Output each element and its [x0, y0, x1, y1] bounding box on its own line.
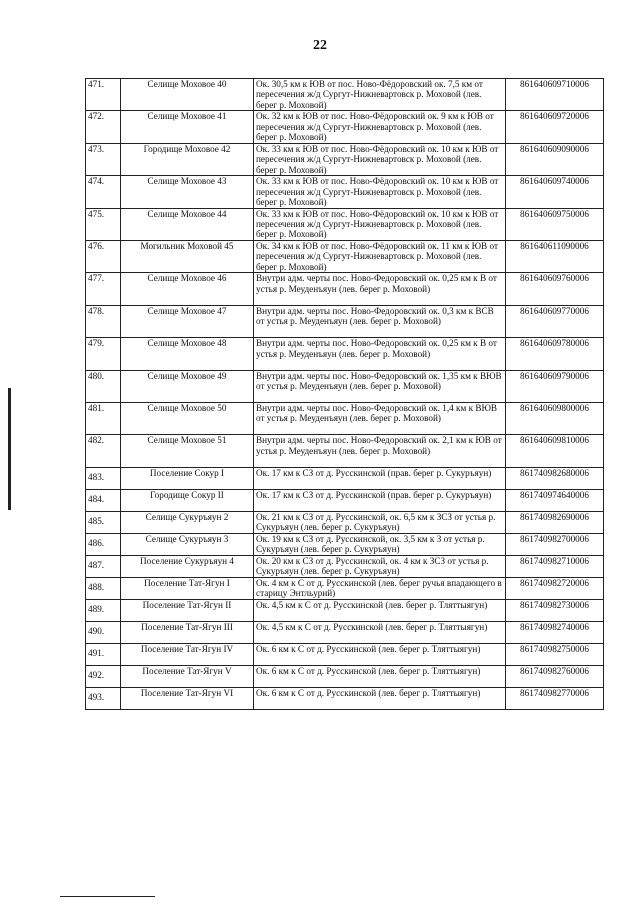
table-row [86, 273, 604, 305]
table-row [86, 577, 604, 599]
site-location: Ок. 4 км к С от д. Русскинской (лев. берег ручья впадающего в старицу Энтльурий) [254, 577, 506, 599]
table-row [86, 79, 604, 111]
registry-code: 861640609740006 [506, 176, 604, 208]
site-location: Ок. 33 км к ЮВ от пос. Ново-Фёдоровский ок. 10 км к ЮВ от пересечения ж/д Сургут-Нижневартовск р. Моховой (лев. берег р. Моховой) [254, 143, 506, 175]
site-name: Селище Моховое 40 [121, 79, 254, 111]
table-row [86, 643, 604, 665]
site-name: Селище Моховое 50 [121, 402, 254, 434]
row-number: 489. [86, 599, 121, 621]
row-number: 472. [86, 111, 121, 143]
site-name: Поселение Сукуръяун 4 [121, 555, 254, 577]
registry-code: 861740974640006 [506, 489, 604, 511]
row-number: 486. [86, 533, 121, 555]
site-name: Поселение Тат-Ягун VI [121, 687, 254, 709]
row-number: 479. [86, 338, 121, 370]
registry-code: 861740982690006 [506, 511, 604, 533]
site-location: Ок. 17 км к СЗ от д. Русскинской (прав. берег р. Сукуръяун) [254, 489, 506, 511]
site-name: Селище Моховое 43 [121, 176, 254, 208]
site-location: Ок. 34 км к ЮВ от пос. Ново-Фёдоровский ок. 11 км к ЮВ от пересечения ж/д Сургут-Нижневартовск р. Моховой (лев. берег р. Моховой) [254, 240, 506, 272]
site-location: Внутри адм. черты пос. Ново-Федоровский ок. 0,25 км к В от устья р. Меуденъяун (лев. берег р. Моховой) [254, 273, 506, 305]
registry-code: 861740982740006 [506, 621, 604, 643]
scan-artifact-bar [8, 388, 11, 510]
table-row [86, 555, 604, 577]
site-name: Селище Моховое 44 [121, 208, 254, 240]
table-row [86, 621, 604, 643]
site-location: Ок. 17 км к СЗ от д. Русскинской (прав. берег р. Сукуръяун) [254, 467, 506, 489]
site-name: Селище Моховое 48 [121, 338, 254, 370]
registry-code: 861740982680006 [506, 467, 604, 489]
site-location: Ок. 20 км к СЗ от д. Русскинской, ок. 4 км к ЗСЗ от устья р. Сукуръяун (лев. берег р. Сукуръяун) [254, 555, 506, 577]
table-row [86, 338, 604, 370]
registry-code: 861740982710006 [506, 555, 604, 577]
site-name: Селище Моховое 51 [121, 435, 254, 467]
table-row [86, 687, 604, 709]
site-location: Ок. 4,5 км к С от д. Русскинской (лев. берег р. Тляттыягун) [254, 599, 506, 621]
site-location: Ок. 33 км к ЮВ от пос. Ново-Фёдоровский ок. 10 км к ЮВ от пересечения ж/д Сургут-Нижневартовск р. Моховой (лев. берег р. Моховой) [254, 208, 506, 240]
registry-code: 861640609720006 [506, 111, 604, 143]
row-number: 476. [86, 240, 121, 272]
site-name: Поселение Сокур I [121, 467, 254, 489]
site-name: Поселение Тат-Ягун IV [121, 643, 254, 665]
registry-code: 861640609770006 [506, 305, 604, 337]
registry-code: 861740982750006 [506, 643, 604, 665]
row-number: 477. [86, 273, 121, 305]
site-location: Ок. 6 км к С от д. Русскинской (лев. берег р. Тляттыягун) [254, 665, 506, 687]
table-row [86, 143, 604, 175]
registry-code: 861640609780006 [506, 338, 604, 370]
table-row [86, 435, 604, 467]
row-number: 488. [86, 577, 121, 599]
row-number: 490. [86, 621, 121, 643]
row-number: 471. [86, 79, 121, 111]
row-number: 480. [86, 370, 121, 402]
table-row [86, 489, 604, 511]
page-number: 22 [313, 38, 327, 53]
site-name: Селище Моховое 49 [121, 370, 254, 402]
row-number: 484. [86, 489, 121, 511]
row-number: 485. [86, 511, 121, 533]
registry-code: 861740982760006 [506, 665, 604, 687]
site-name: Селище Моховое 41 [121, 111, 254, 143]
row-number: 492. [86, 665, 121, 687]
site-location: Ок. 32 км к ЮВ от пос. Ново-Фёдоровский ок. 9 км к ЮВ от пересечения ж/д Сургут-Нижневартовск р. Моховой (лев. берег р. Моховой) [254, 111, 506, 143]
row-number: 481. [86, 402, 121, 434]
table-row [86, 111, 604, 143]
row-number: 478. [86, 305, 121, 337]
registry-code: 861640609800006 [506, 402, 604, 434]
table-row [86, 370, 604, 402]
row-number: 483. [86, 467, 121, 489]
registry-code: 861640609710006 [506, 79, 604, 111]
site-location: Ок. 21 км к СЗ от д. Русскинской, ок. 6,5 км к ЗСЗ от устья р. Сукуръяун (лев. берег р. Сукуръяун) [254, 511, 506, 533]
site-name: Поселение Тат-Ягун V [121, 665, 254, 687]
site-location: Ок. 19 км к СЗ от д. Русскинской, ок. 3,5 км к З от устья р. Сукуръяун (лев. берег р. Сукуръяун) [254, 533, 506, 555]
table-row [86, 467, 604, 489]
site-location: Ок. 6 км к С от д. Русскинской (лев. берег р. Тляттыягун) [254, 643, 506, 665]
site-location: Внутри адм. черты пос. Ново-Федоровский ок. 1,35 км к ВЮВ от устья р. Меуденъяун (лев. берег р. Моховой) [254, 370, 506, 402]
site-location: Ок. 4,5 км к С от д. Русскинской (лев. берег р. Тляттыягун) [254, 621, 506, 643]
registry-code: 861640611090006 [506, 240, 604, 272]
site-location: Внутри адм. черты пос. Ново-Федоровский ок. 1,4 км к ВЮВ от устья р. Меуденъяун (лев. берег р. Моховой) [254, 402, 506, 434]
table-row [86, 208, 604, 240]
registry-code: 861640609790006 [506, 370, 604, 402]
site-name: Селище Моховое 46 [121, 273, 254, 305]
registry-code: 861740982730006 [506, 599, 604, 621]
row-number: 475. [86, 208, 121, 240]
row-number: 487. [86, 555, 121, 577]
registry-code: 861640609760006 [506, 273, 604, 305]
site-location: Внутри адм. черты пос. Ново-Федоровский ок. 0,25 км к В от устья р. Меуденъяун (лев. берег р. Моховой) [254, 338, 506, 370]
site-location: Ок. 30,5 км к ЮВ от пос. Ново-Фёдоровский ок. 7,5 км от пересечения ж/д Сургут-Нижневартовск р. Моховой (лев. берег р. Моховой) [254, 79, 506, 111]
site-location: Внутри адм. черты пос. Ново-Федоровский ок. 0,3 км к ВСВ от устья р. Меуденъяун (лев. берег р. Моховой) [254, 305, 506, 337]
site-location: Внутри адм. черты пос. Ново-Федоровский ок. 2,1 км к ЮВ от устья р. Меуденъяун (лев. берег р. Моховой) [254, 435, 506, 467]
table-body [86, 79, 604, 710]
site-name: Селище Сукуръяун 2 [121, 511, 254, 533]
table-row [86, 240, 604, 272]
table-row [86, 402, 604, 434]
registry-code: 861640609090006 [506, 143, 604, 175]
site-name: Могильник Моховой 45 [121, 240, 254, 272]
row-number: 474. [86, 176, 121, 208]
row-number: 491. [86, 643, 121, 665]
registry-code: 861740982700006 [506, 533, 604, 555]
site-name: Поселение Тат-Ягун I [121, 577, 254, 599]
registry-code: 861640609750006 [506, 208, 604, 240]
site-location: Ок. 33 км к ЮВ от пос. Ново-Фёдоровский ок. 10 км к ЮВ от пересечения ж/д Сургут-Нижневартовск р. Моховой (лев. берег р. Моховой) [254, 176, 506, 208]
table-row [86, 533, 604, 555]
site-name: Селище Сукуръяун 3 [121, 533, 254, 555]
heritage-registry-table [85, 78, 604, 710]
registry-code: 861640609810006 [506, 435, 604, 467]
row-number: 473. [86, 143, 121, 175]
site-name: Поселение Тат-Ягун III [121, 621, 254, 643]
table-row [86, 176, 604, 208]
registry-code: 861740982720006 [506, 577, 604, 599]
table-row [86, 305, 604, 337]
site-name: Городище Сокур II [121, 489, 254, 511]
site-name: Поселение Тат-Ягун II [121, 599, 254, 621]
table-row [86, 665, 604, 687]
site-name: Городище Моховое 42 [121, 143, 254, 175]
registry-code: 861740982770006 [506, 687, 604, 709]
table-row [86, 599, 604, 621]
site-name: Селище Моховое 47 [121, 305, 254, 337]
row-number: 482. [86, 435, 121, 467]
row-number: 493. [86, 687, 121, 709]
site-location: Ок. 6 км к С от д. Русскинской (лев. берег р. Тляттыягун) [254, 687, 506, 709]
table-row [86, 511, 604, 533]
scan-artifact-line [60, 896, 155, 897]
